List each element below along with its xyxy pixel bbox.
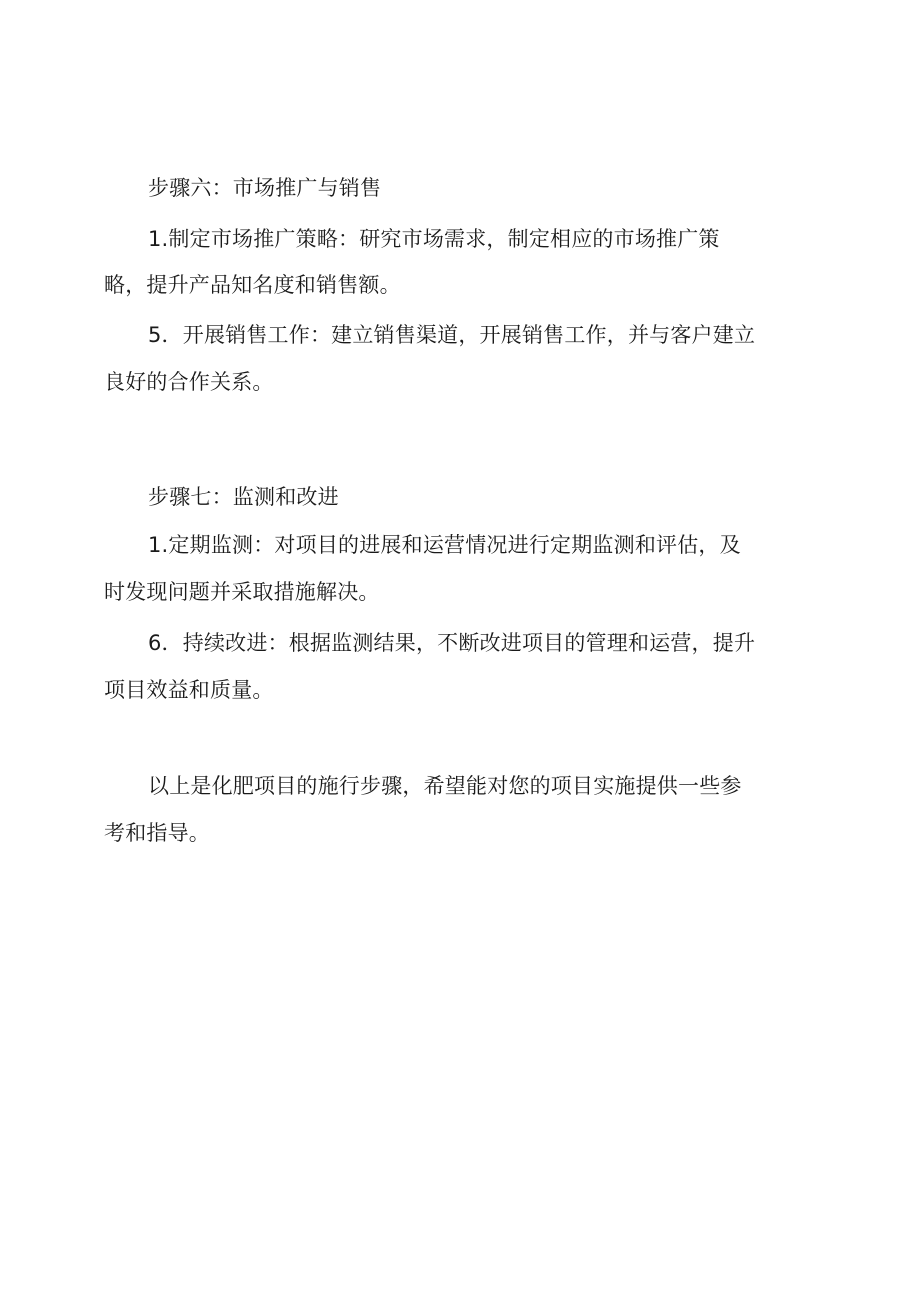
section-seven-item2-line2: 项目效益和质量。 <box>104 678 274 702</box>
section-seven-item2-line1: 6．持续改进：根据监测结果，不断改进项目的管理和运营，提升 <box>148 631 756 655</box>
section-six-item1-line1: 1.制定市场推广策略：研究市场需求，制定相应的市场推广策 <box>148 227 720 251</box>
section-six-heading: 步骤六：市场推广与销售 <box>148 176 382 200</box>
section-seven-item1-line2: 时发现问题并采取措施解决。 <box>104 580 380 604</box>
section-six-item2-line2: 良好的合作关系。 <box>104 370 274 394</box>
section-seven-heading: 步骤七：监测和改进 <box>148 485 339 509</box>
conclusion-line2: 考和指导。 <box>104 821 210 845</box>
section-six-item2-line1: 5．开展销售工作：建立销售渠道，开展销售工作，并与客户建立 <box>148 323 756 347</box>
conclusion-line1: 以上是化肥项目的施行步骤，希望能对您的项目实施提供一些参 <box>148 774 742 798</box>
section-seven-item1-line1: 1.定期监测：对项目的进展和运营情况进行定期监测和评估，及 <box>148 533 741 557</box>
section-six-item1-line2: 略，提升产品知名度和销售额。 <box>104 273 401 297</box>
